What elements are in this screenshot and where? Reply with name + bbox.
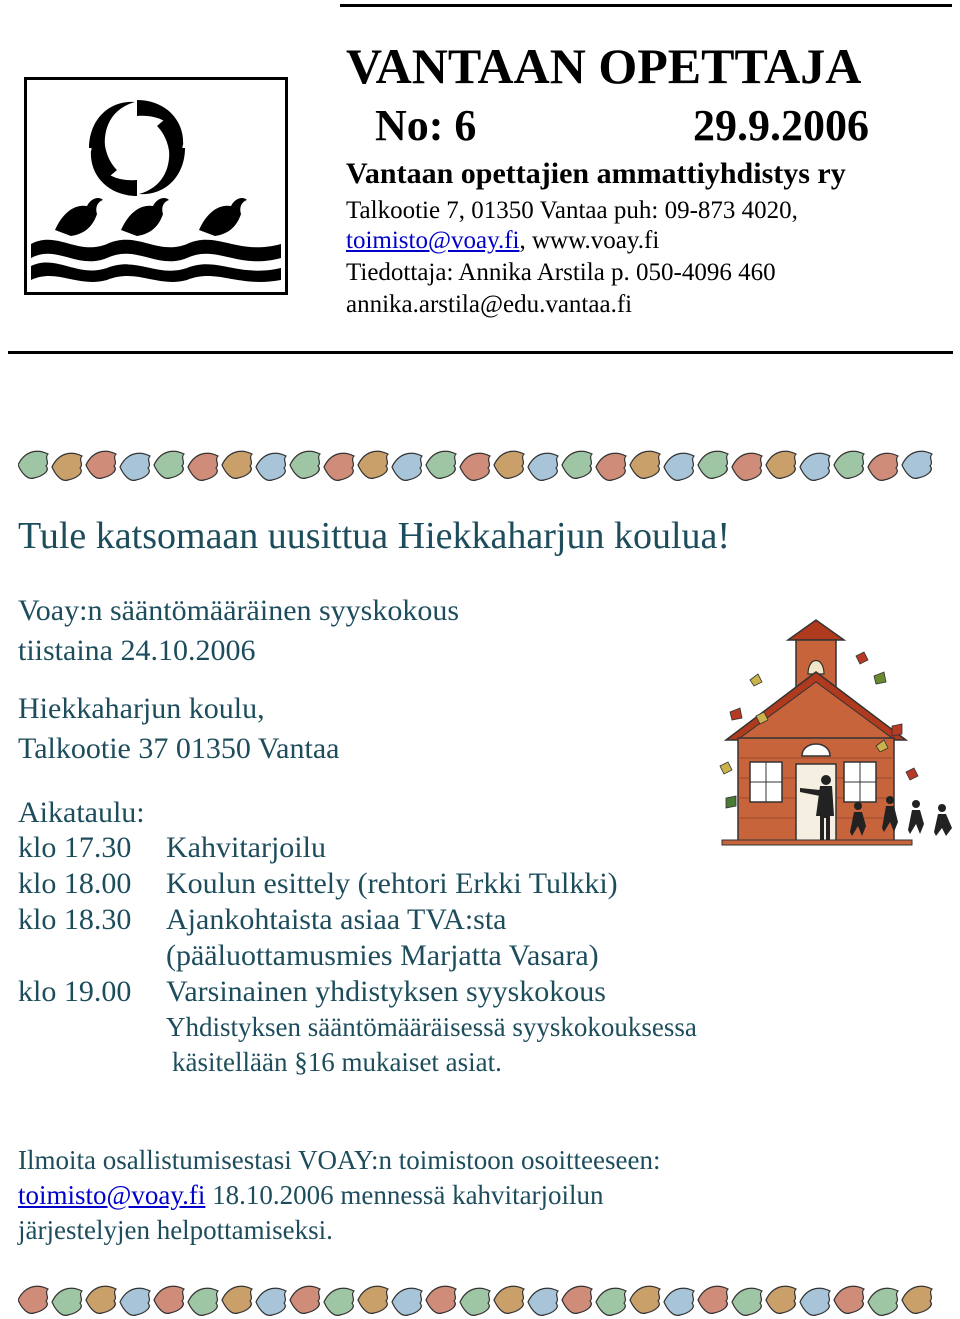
schedule-item: Kahvitarjoilu [166,831,326,864]
swirl-icon [89,100,185,196]
schedule-time: klo 19.00 [18,975,132,1008]
schoolhouse-illustration [716,616,960,852]
organization-name: Vantaan opettajien ammattiyhdistys ry [346,157,846,190]
issue-line [375,98,869,154]
top-rule [340,4,952,7]
schedule-item: (pääluottamusmies Marjatta Vasara) [166,939,599,972]
web-line [346,226,659,256]
registration-email-link[interactable]: toimisto@voay.fi [18,1180,206,1210]
leaf-border-top [18,448,938,482]
registration-notice [18,1143,661,1248]
address-line: Talkootie 7, 01350 Vantaa puh: 09-873 4020, [346,197,798,224]
schedule-item: Koulun esittely (rehtori Erkki Tulkki) [166,867,618,900]
schedule-title: Aikataulu: [18,796,145,829]
registration-line [18,1178,661,1213]
masthead-title: VANTAAN OPETTAJA [346,38,862,94]
schedule-item: Varsinainen yhdistyksen syyskokous [166,975,606,1008]
meeting-date: tiistaina 24.10.2006 [18,634,256,667]
separator-rule [8,351,953,354]
office-email-link[interactable]: toimisto@voay.fi [346,227,520,254]
leaf-border-bottom [18,1283,938,1317]
agenda-note: Yhdistyksen sääntömääräisessä syyskokouksessa [166,1012,697,1042]
issue-date: 29.9.2006 [693,101,869,150]
schedule-time: klo 18.00 [18,867,132,900]
venue-address: Talkootie 37 01350 Vantaa [18,732,340,765]
birds-icon [55,198,247,236]
registration-line: järjestelyjen helpottamiseksi. [18,1215,333,1245]
registration-deadline: 18.10.2006 mennessä kahvitarjoilun [205,1180,604,1210]
meeting-title: Voay:n sääntömääräinen syyskokous [18,594,460,627]
website-text: , www.voay.fi [519,227,660,254]
union-logo-graphic [27,80,285,292]
venue-name: Hiekkaharjun koulu, [18,692,265,725]
schedule-time: klo 17.30 [18,831,132,864]
union-logo [24,77,288,295]
contact-email: annika.arstila@edu.vantaa.fi [346,291,633,318]
schedule-time: klo 18.30 [18,903,132,936]
agenda-note: käsitellään §16 mukaiset asiat. [172,1047,502,1077]
event-headline: Tule katsomaan uusittua Hiekkaharjun koulua! [18,515,731,557]
registration-line: Ilmoita osallistumisestasi VOAY:n toimistoon osoitteeseen: [18,1145,661,1175]
waves-icon [31,240,281,282]
schedule-item: Ajankohtaista asiaa TVA:sta [166,903,507,936]
issue-number: No: 6 [375,101,477,150]
contact-line: Tiedottaja: Annika Arstila p. 050-4096 460 [346,259,776,286]
